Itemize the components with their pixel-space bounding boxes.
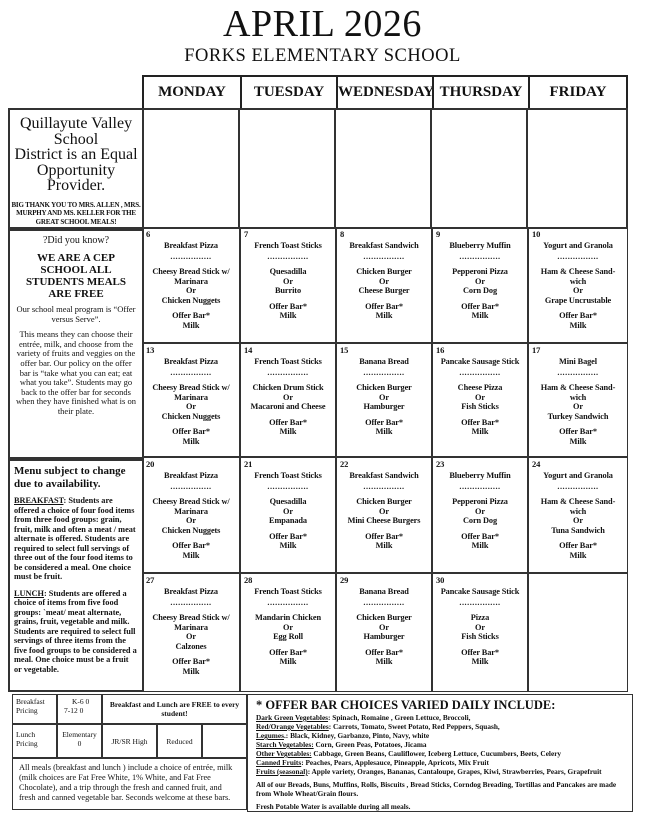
day-header-friday: FRIDAY xyxy=(528,76,628,108)
breakfast-item: Breakfast Sandwich xyxy=(349,471,419,480)
day-cell xyxy=(432,457,528,573)
lunch-item: Burrito xyxy=(274,286,302,295)
lunch-item: Chicken Burger xyxy=(356,613,412,622)
day-date: 6 xyxy=(146,229,151,239)
lunch-item: Ham & Cheese Sand- xyxy=(540,497,616,506)
day-header-thursday: THURSDAY xyxy=(432,76,528,108)
equal-opportunity-line: District is an Equal xyxy=(14,146,138,163)
category-items: : Apple variety, Oranges, Bananas, Cantaloupe, Grapes, Kiwi, Strawberries, Pears, Grapefruit xyxy=(307,767,602,776)
day-date: 27 xyxy=(146,575,155,585)
lunch-item: Corn Dog xyxy=(463,286,497,295)
offer-bar-item: Offer Bar* xyxy=(559,541,597,550)
day-date: 23 xyxy=(436,459,445,469)
milk-item: Milk xyxy=(375,311,393,320)
offer-bar-category xyxy=(256,740,624,749)
milk-item: Milk xyxy=(569,436,587,446)
category-items: .: Black, Kidney, Garbanzo, Pinto, Navy, white xyxy=(283,731,430,740)
separator-dots: ................ xyxy=(267,481,309,491)
breakfast-item: Pancake Sausage Stick xyxy=(440,357,520,366)
separator-dots: ................ xyxy=(363,251,405,261)
offer-vs-serve-text: Our school meal program is “Offer versus Serve”. xyxy=(16,304,136,324)
lunch-item: Macaroni and Cheese xyxy=(250,402,326,411)
breakfast-rules: : Students are offered a choice of four food items from three food groups: grain, fruit, milk and often a meat / meat alternate is offered. Students are required to select full servings of three out of the four food items to be considered a meal. One choice must be fruit. xyxy=(14,496,136,581)
lunch-item: Or xyxy=(475,392,485,402)
equal-opportunity-line: School xyxy=(53,130,99,148)
offer-bar-item: Offer Bar* xyxy=(461,417,499,427)
meals-note: All meals (breakfast and lunch ) include a choice of entrée, milk (milk choices are Fat Free White, 1% White, and Fat Free Chocolate), and a trip through the fresh and canned fruit, and fresh and canned vegetable bar. Seconds welcome at these bars. xyxy=(12,758,247,810)
lunch-item: Ham & Cheese Sand- xyxy=(540,267,616,276)
offer-bar-item: Offer Bar* xyxy=(269,647,307,657)
day-date: 7 xyxy=(244,229,249,239)
lunch-item: wich xyxy=(569,506,587,516)
separator-dots: ................ xyxy=(459,367,501,377)
lunch-item: Chicken Drum Stick xyxy=(252,383,324,392)
lunch-item: wich xyxy=(569,276,587,286)
day-cell xyxy=(240,227,336,343)
breakfast-item: Mini Bagel xyxy=(559,357,597,366)
lunch-item: Egg Roll xyxy=(273,632,303,641)
lunch-item: Cheese Burger xyxy=(358,286,410,295)
breakfast-item: Breakfast Pizza xyxy=(164,471,218,480)
day-date: 29 xyxy=(340,575,349,585)
lunch-item: Corn Dog xyxy=(463,516,497,525)
lunch-item: Or xyxy=(475,622,485,632)
cep-notice: WE ARE A CEP SCHOOL ALL STUDENTS MEALS ARE FREE xyxy=(26,252,126,300)
lunch-item: Or xyxy=(186,402,196,411)
lunch-item: Cheesy Bread Stick w/ xyxy=(152,613,230,622)
breakfast-pricing-label: Breakfast Pricing xyxy=(12,694,57,724)
lunch-item: Turkey Sandwich xyxy=(547,411,609,421)
lunch-rules: : Students are offered a choice of items from five food groups: `meat/ meat alternate, grains, fruit, vegetable and milk. Students are required to select full servings of three items from the five food groups to be considered a meal. One choice must be a fruit or vegetable. xyxy=(14,588,137,674)
separator-dots: ................ xyxy=(267,251,309,261)
lunch-item: Or xyxy=(283,622,293,632)
offer-bar-category xyxy=(256,722,624,731)
separator-dots: ................ xyxy=(267,367,309,377)
jrsr-price-label: JR/SR High xyxy=(102,724,157,758)
offer-bar-item: Offer Bar* xyxy=(172,427,210,436)
lunch-item: Mandarin Chicken xyxy=(255,613,321,622)
category-items: Corn, Green Peas, Potatoes, Jicama xyxy=(313,740,427,749)
lunch-item: Calzones xyxy=(175,641,207,651)
day-cell xyxy=(336,573,432,692)
lunch-item: Or xyxy=(186,286,196,295)
lunch-item: Or xyxy=(475,506,485,516)
category-name: Canned Fruits xyxy=(256,758,302,767)
separator-dots: ................ xyxy=(459,481,501,491)
offer-bar-item: Offer Bar* xyxy=(365,647,403,657)
milk-item: Milk xyxy=(182,436,200,446)
offer-bar-policy-text: This means they can choose their entrée, milk, and choose from the variety of fruits and veggies on the offer bar. Our policy on the offer bar is “take what you can eat; eat what you take”. Students may go back to the offer bar for seconds when they have finished what is on their plate. xyxy=(16,329,136,416)
day-date: 17 xyxy=(532,345,541,355)
separator-dots: ................ xyxy=(363,481,405,491)
lunch-item: Grape Uncrustable xyxy=(544,295,612,305)
thanks-note: BIG THANK YOU TO MRS. ALLEN , MRS. MURPHY AND MS. KELLER FOR THE GREAT SCHOOL MEALS! xyxy=(11,200,141,226)
school-name: FORKS ELEMENTARY SCHOOL xyxy=(184,46,461,66)
breakfast-item: Banana Bread xyxy=(359,587,409,596)
lunch-item: Or xyxy=(379,392,389,402)
offer-bar-item: Offer Bar* xyxy=(559,311,597,320)
offer-bar-box xyxy=(247,694,633,812)
offer-bar-category xyxy=(256,713,624,722)
category-name: Dark Green Vegetables xyxy=(256,713,329,722)
lunch-item: wich xyxy=(569,392,587,402)
lunch-item: Cheesy Bread Stick w/ xyxy=(152,267,230,276)
milk-item: Milk xyxy=(569,550,587,560)
day-cell xyxy=(432,227,528,343)
category-name: Starch Vegetables: xyxy=(256,740,314,749)
offer-bar-item: Offer Bar* xyxy=(461,531,499,541)
day-cell xyxy=(336,457,432,573)
day-date: 22 xyxy=(340,459,349,469)
offer-bar-category-list xyxy=(256,713,624,776)
day-cell xyxy=(142,343,240,457)
lunch-item: Or xyxy=(379,622,389,632)
column-divider xyxy=(238,110,240,227)
lunch-item: Hamburger xyxy=(363,632,405,641)
lunch-pricing-label: Lunch Pricing xyxy=(12,724,57,758)
page-title: APRIL 2026 xyxy=(223,3,422,45)
lunch-item: Quesadilla xyxy=(269,267,307,276)
category-name: Red/Orange Vegetables xyxy=(256,722,329,731)
separator-dots: ................ xyxy=(363,597,405,607)
lunch-item: Or xyxy=(283,392,293,402)
reduced-price-label: Reduced xyxy=(157,724,202,758)
day-header-monday: MONDAY xyxy=(142,76,240,108)
milk-item: Milk xyxy=(182,320,200,330)
milk-item: Milk xyxy=(471,657,489,666)
separator-dots: ................ xyxy=(363,367,405,377)
day-date: 10 xyxy=(532,229,541,239)
day-date: 16 xyxy=(436,345,445,355)
elementary-label: Elementary xyxy=(62,730,97,739)
lunch-item: Or xyxy=(573,286,583,295)
day-date: 9 xyxy=(436,229,441,239)
offer-bar-item: Offer Bar* xyxy=(559,427,597,436)
category-name: Fruits (seasonal) xyxy=(256,767,308,776)
offer-bar-heading: * OFFER BAR CHOICES VARIED DAILY INCLUDE: xyxy=(256,698,556,712)
lunch-item: Marinara xyxy=(174,622,208,632)
day-date: 14 xyxy=(244,345,253,355)
separator-dots: ................ xyxy=(459,597,501,607)
menu-change-note: Menu subject to change due to availability. xyxy=(14,465,126,490)
milk-item: Milk xyxy=(375,541,393,550)
offer-bar-item: Offer Bar* xyxy=(172,541,210,550)
lunch-item: Or xyxy=(186,516,196,525)
day-cell xyxy=(528,227,628,343)
day-cell xyxy=(240,457,336,573)
day-date: 28 xyxy=(244,575,253,585)
did-you-know-heading: ?Did you know? xyxy=(42,235,110,246)
breakfast-item: Breakfast Pizza xyxy=(164,241,218,250)
day-date: 21 xyxy=(244,459,253,469)
category-name: Other Vegetables: xyxy=(256,749,312,758)
day-header-tuesday: TUESDAY xyxy=(240,76,336,108)
price-7-12: 7-12 0 xyxy=(64,706,84,715)
milk-item: Milk xyxy=(375,657,393,666)
breakfast-item: Yogurt and Granola xyxy=(543,471,613,480)
empty-price-cell xyxy=(202,724,247,758)
day-date: 13 xyxy=(146,345,155,355)
lunch-item: Empanada xyxy=(269,516,307,525)
breakfast-item: Banana Bread xyxy=(359,357,409,366)
offer-bar-category xyxy=(256,767,624,776)
day-cell xyxy=(336,343,432,457)
category-name: Legumes xyxy=(256,731,284,740)
day-cell xyxy=(432,343,528,457)
offer-bar-item: Offer Bar* xyxy=(269,531,307,541)
whole-grain-note: All of our Breads, Buns, Muffins, Rolls, Biscuits , Bread Sticks, Corndog Breading, Tortillas and Pancakes are made from Whole Wheat/Grain flours. xyxy=(256,780,617,798)
lunch-item: Ham & Cheese Sand- xyxy=(540,383,616,392)
separator-dots: ................ xyxy=(557,251,599,261)
breakfast-item: Breakfast Pizza xyxy=(164,587,218,596)
lunch-item: Or xyxy=(379,506,389,516)
milk-item: Milk xyxy=(471,541,489,550)
equal-opportunity-line: Quillayute Valley xyxy=(19,115,133,132)
blank-week-row xyxy=(142,108,628,229)
lunch-item: Chicken Burger xyxy=(356,267,412,276)
lunch-item: Or xyxy=(283,506,293,516)
milk-item: Milk xyxy=(279,311,297,320)
separator-dots: ................ xyxy=(267,597,309,607)
day-date: 24 xyxy=(532,459,541,469)
column-divider xyxy=(430,110,432,227)
milk-item: Milk xyxy=(182,550,200,560)
milk-item: Milk xyxy=(279,541,297,550)
milk-item: Milk xyxy=(569,320,587,330)
pricing-table xyxy=(12,694,247,758)
offer-bar-item: Offer Bar* xyxy=(172,657,210,666)
offer-bar-item: Offer Bar* xyxy=(365,301,403,311)
lunch-item: Or xyxy=(573,402,583,411)
day-cell xyxy=(240,343,336,457)
price-k6: K-6 0 xyxy=(72,697,90,706)
lunch-item: Fish Sticks xyxy=(461,632,499,641)
lunch-item: Cheese Pizza xyxy=(457,383,503,392)
day-cell xyxy=(432,573,528,692)
lunch-item: Chicken Nuggets xyxy=(161,295,221,305)
lunch-item: Or xyxy=(186,632,196,641)
did-you-know-box xyxy=(8,229,144,459)
lunch-item: Cheesy Bread Stick w/ xyxy=(152,383,230,392)
offer-bar-item: Offer Bar* xyxy=(365,417,403,427)
empty-day-cell xyxy=(528,573,628,692)
separator-dots: ................ xyxy=(170,251,212,261)
milk-item: Milk xyxy=(471,427,489,436)
breakfast-item: French Toast Sticks xyxy=(254,241,322,250)
milk-item: Milk xyxy=(279,427,297,436)
milk-item: Milk xyxy=(279,657,297,666)
milk-item: Milk xyxy=(375,427,393,436)
day-header-wednesday: WEDNESDAY xyxy=(336,76,432,108)
lunch-item: Cheesy Bread Stick w/ xyxy=(152,497,230,506)
day-date: 15 xyxy=(340,345,349,355)
lunch-item: Tuna Sandwich xyxy=(551,525,605,535)
day-cell xyxy=(336,227,432,343)
equal-opportunity-line: Opportunity Provider. xyxy=(36,161,116,194)
lunch-item: Chicken Nuggets xyxy=(161,525,221,535)
offer-bar-category xyxy=(256,731,624,740)
equal-opportunity-box xyxy=(8,108,144,229)
elementary-price xyxy=(57,724,102,758)
milk-item: Milk xyxy=(182,666,200,676)
separator-dots: ................ xyxy=(170,367,212,377)
lunch-item: Marinara xyxy=(174,392,208,402)
offer-bar-item: Offer Bar* xyxy=(269,301,307,311)
menu-rules-box xyxy=(8,459,144,692)
elementary-value: 0 xyxy=(77,739,82,748)
lunch-item: Pepperoni Pizza xyxy=(452,497,508,506)
day-date: 8 xyxy=(340,229,345,239)
day-date: 20 xyxy=(146,459,155,469)
lunch-label: LUNCH xyxy=(14,588,44,598)
offer-bar-category xyxy=(256,749,624,758)
category-items: : Peaches, Pears, Applesauce, Pineapple, Apricots, Mix Fruit xyxy=(301,758,489,767)
offer-bar-item: Offer Bar* xyxy=(269,417,307,427)
breakfast-item: Pancake Sausage Stick xyxy=(440,587,520,596)
category-items: Cabbage, Green Beans, Cauliflower, Iceberg Lettuce, Cucumbers, Beets, Celery xyxy=(311,749,562,758)
lunch-item: Mini Cheese Burgers xyxy=(347,516,421,525)
day-cell xyxy=(240,573,336,692)
lunch-item: Marinara xyxy=(174,276,208,286)
lunch-item: Chicken Burger xyxy=(356,497,412,506)
day-date: 30 xyxy=(436,575,445,585)
breakfast-item: Blueberry Muffin xyxy=(449,471,511,480)
lunch-item: Quesadilla xyxy=(269,497,307,506)
category-items: : Carrots, Tomato, Sweet Potato, Red Peppers, Squash, xyxy=(328,722,500,731)
lunch-item: Pepperoni Pizza xyxy=(452,267,508,276)
column-divider xyxy=(334,110,336,227)
breakfast-label: BREAKFAST xyxy=(14,496,64,505)
lunch-item: Pizza xyxy=(470,613,490,622)
breakfast-item: French Toast Sticks xyxy=(254,471,322,480)
breakfast-item: Yogurt and Granola xyxy=(543,241,613,250)
lunch-item: Or xyxy=(573,516,583,525)
category-items: : Spinach, Romaine , Green Lettuce, Broccoli, xyxy=(328,713,471,722)
day-cell xyxy=(528,457,628,573)
lunch-item: Or xyxy=(283,276,293,286)
separator-dots: ................ xyxy=(459,251,501,261)
lunch-item: Or xyxy=(475,276,485,286)
lunch-item: Marinara xyxy=(174,506,208,516)
column-divider xyxy=(526,110,528,227)
water-note: Fresh Potable Water is available during all meals. xyxy=(256,802,411,811)
lunch-item: Or xyxy=(379,276,389,286)
breakfast-item: French Toast Sticks xyxy=(254,587,322,596)
lunch-item: Hamburger xyxy=(363,402,405,411)
lunch-item: Chicken Nuggets xyxy=(161,411,221,421)
breakfast-item: Breakfast Sandwich xyxy=(349,241,419,250)
day-cell xyxy=(142,227,240,343)
breakfast-item: French Toast Sticks xyxy=(254,357,322,366)
day-cell xyxy=(142,457,240,573)
offer-bar-item: Offer Bar* xyxy=(365,531,403,541)
milk-item: Milk xyxy=(471,311,489,320)
breakfast-item: Breakfast Pizza xyxy=(164,357,218,366)
day-cell xyxy=(528,343,628,457)
breakfast-item: Blueberry Muffin xyxy=(449,241,511,250)
separator-dots: ................ xyxy=(170,481,212,491)
separator-dots: ................ xyxy=(557,367,599,377)
offer-bar-item: Offer Bar* xyxy=(172,311,210,320)
separator-dots: ................ xyxy=(557,481,599,491)
offer-bar-item: Offer Bar* xyxy=(461,647,499,657)
breakfast-pricing-values xyxy=(57,694,102,724)
day-cell xyxy=(142,573,240,692)
lunch-item: Fish Sticks xyxy=(461,402,499,411)
offer-bar-item: Offer Bar* xyxy=(461,301,499,311)
separator-dots: ................ xyxy=(170,597,212,607)
lunch-item: Chicken Burger xyxy=(356,383,412,392)
offer-bar-category xyxy=(256,758,624,767)
free-meals-note: Breakfast and Lunch are FREE to every student! xyxy=(102,694,247,724)
